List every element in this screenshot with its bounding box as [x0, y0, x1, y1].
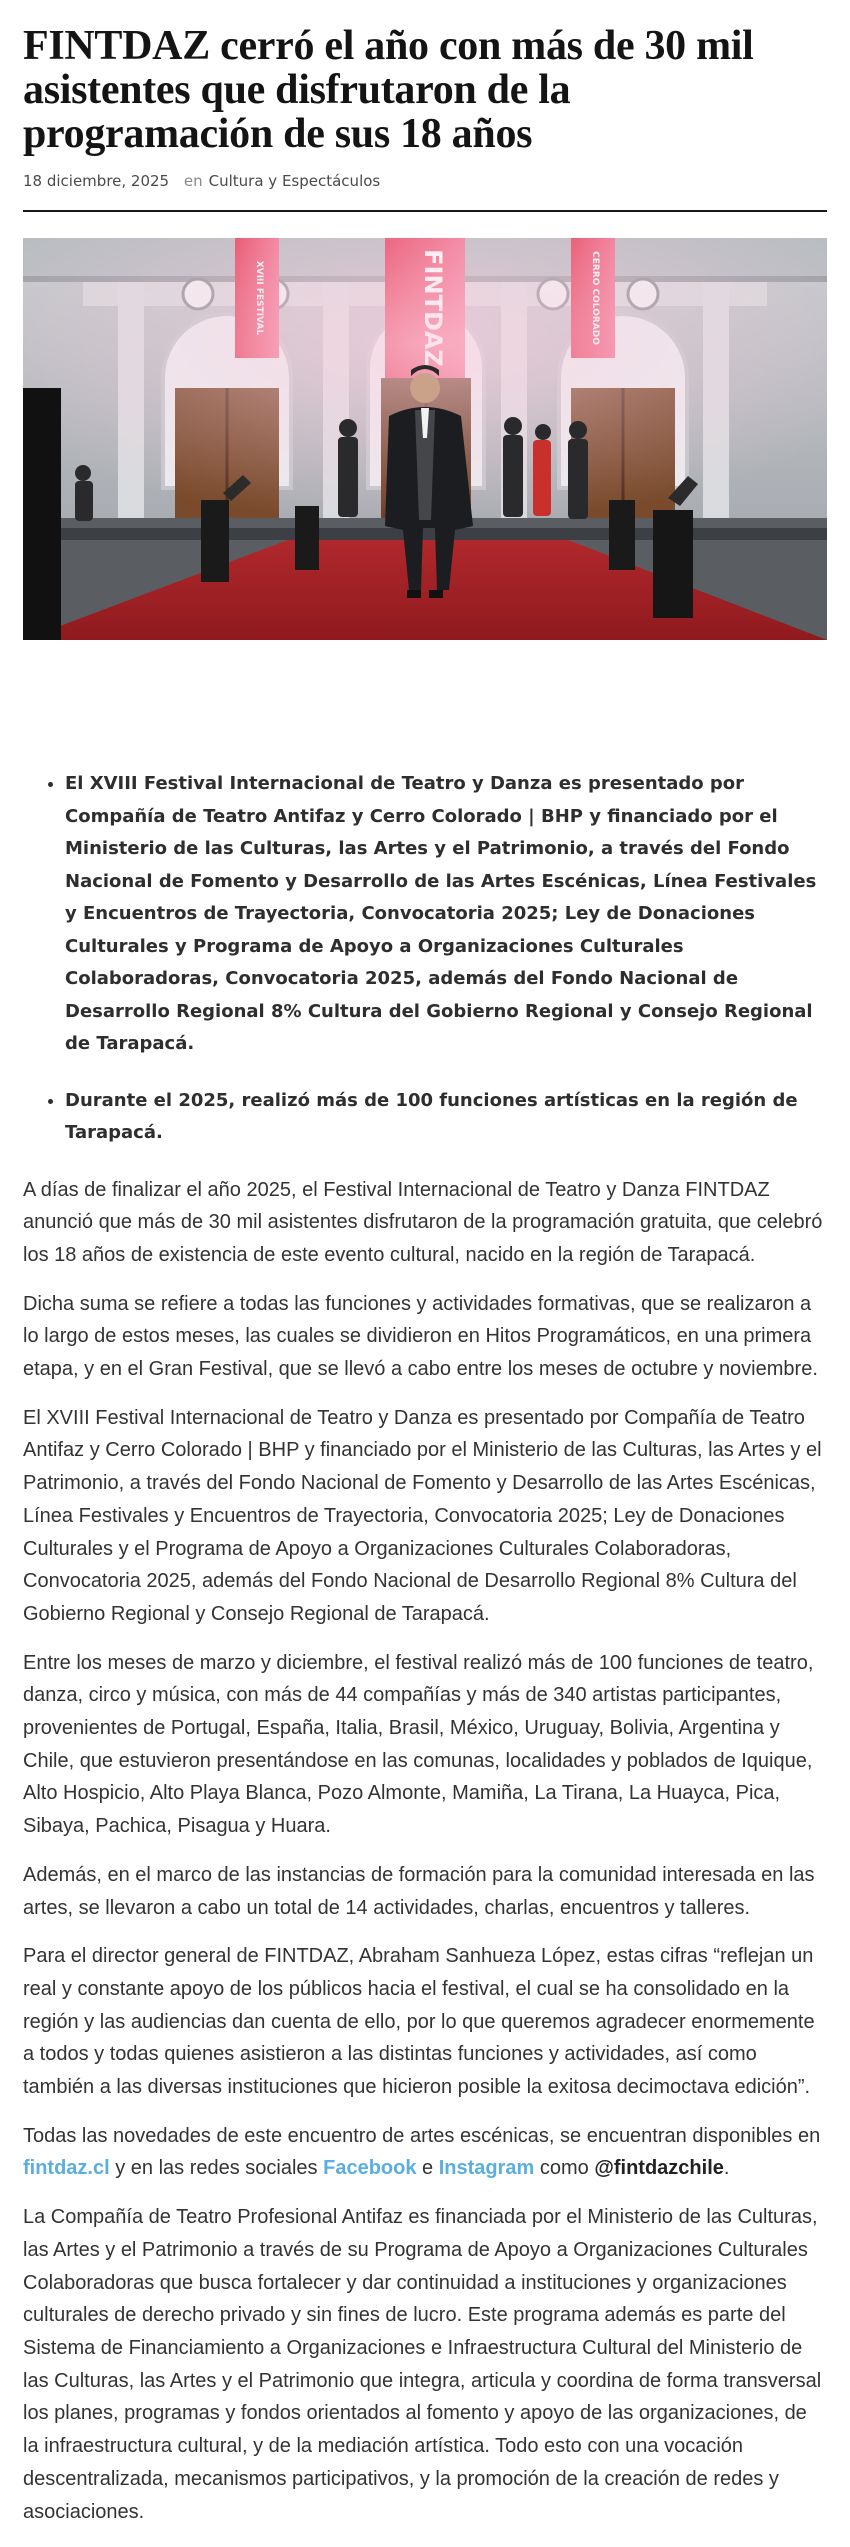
social-paragraph: [23, 2120, 827, 2185]
paragraph: El XVIII Festival Internacional de Teatro y Danza es presentado por Compañía de Teatro Antifaz y Cerro Colorado | BHP y financiado por el Ministerio de las Culturas, las Artes y el Patrimonio, a través del Fondo Nacional de Fomento y Desarrollo de las Artes Escénicas, Línea Festivales y Encuentros de Trayectoria, Convocatoria 2025; Ley de Donaciones Culturales y el Programa de Apoyo a Organizaciones Culturales Colaboradoras, Convocatoria 2025, además del Fondo Nacional de Desarrollo Regional 8% Cultura del Gobierno Regional y Consejo Regional de Tarapacá.: [23, 1406, 822, 1625]
paragraph: La Compañía de Teatro Profesional Antifaz es financiada por el Ministerio de las Culturas, las Artes y el Patrimonio a través de su Programa de Apoyo a Organizaciones Culturales Colaboradoras que busca fortalecer y dar continuidad a instituciones y organizaciones culturales de derecho privado y sin fines de lucro. Este programa además es parte del Sistema de Financiamiento a Organizaciones e Infraestructura Cultural del Ministerio de las Culturas, las Artes y el Patrimonio que integra, articula y coordina de forma transversal los planes, programas y fondos orientados al fomento y apoyo de las organizaciones, de la infraestructura cultural, y de la mediación artística. Todo esto con una vocación descentralizada, mecanismos participativos, y la promoción de la creación de redes y asociaciones.: [23, 2206, 822, 2523]
highlight-item: • El XVIII Festival Internacional de Teatro y Danza es presentado por Compañía de Teatro Antifaz y Cerro Colorado | BHP y financiado por el Ministerio de las Culturas, las Artes y el Patrimonio, a través del Fondo Nacional de Fomento y Desarrollo de las Artes Escénicas, Línea Festivales y Encuentros de Trayectoria, Convocatoria 2025; Ley de Donaciones Culturales y Programa de Apoyo a Organizaciones Culturales Colaboradoras, Convocatoria 2025, además del Fondo Nacional de Desarrollo Regional 8% Cultura del Gobierno Regional y Consejo Regional de Tarapacá.: [65, 768, 827, 1061]
article-meta: [23, 172, 827, 190]
category-prefix: en: [183, 172, 203, 190]
social-prefix: Todas las novedades de este encuentro de artes escénicas, se encuentran disponibles en: [23, 2124, 821, 2147]
hero-photo: [23, 238, 827, 640]
paragraph: Para el director general de FINTDAZ, Abraham Sanhueza López, estas cifras “reflejan un real y constante apoyo de los públicos hacia el festival, el cual se ha consolidado en la región y las audiencias dan cuenta de ello, por lo que queremos agradecer enormemente a todos y todas quienes asistieron a las distintas funciones y actividades, así como también a las diversas instituciones que hicieron posible la exitosa decimoctava edición”.: [23, 1945, 815, 2099]
social-as: como: [539, 2157, 589, 2180]
social-middle: y en las redes sociales: [115, 2157, 318, 2180]
paragraph: Entre los meses de marzo y diciembre, el festival realizó más de 100 funciones de teatro, danza, circo y música, con más de 44 compañías y más de 340 artistas participantes, provenientes de Portugal, España, Italia, Brasil, México, Uruguay, Bolivia, Argentina y Chile, que estuvieron presentándose en las comunas, localidades y poblados de Iquique, Alto Hospicio, Alto Playa Blanca, Pozo Almonte, Mamiña, La Tirana, La Huayca, Pica, Sibaya, Pachica, Pisagua y Huara.: [23, 1651, 814, 1838]
social-handle: @fintdazchile: [594, 2157, 724, 2180]
social-and: e: [422, 2157, 434, 2180]
paragraph: Además, en el marco de las instancias de formación para la comunidad interesada en las artes, se llevaron a cabo un total de 14 actividades, charlas, encuentros y talleres.: [23, 1863, 815, 1919]
article: [23, 0, 827, 2544]
article-title: FINTDAZ cerró el año con más de 30 mil asistentes que disfrutaron de la programación de sus 18 años: [23, 23, 754, 157]
publish-date: 18 diciembre, 2025: [23, 172, 170, 190]
facebook-link[interactable]: Facebook: [323, 2157, 417, 2180]
article-body: [23, 1174, 827, 2529]
social-end: .: [723, 2157, 730, 2180]
paragraph: Dicha suma se refiere a todas las funciones y actividades formativas, que se realizaron a lo largo de estos meses, las cuales se dividieron en Hitos Programáticos, en una primera etapa, y en el Gran Festival, que se llevó a cabo entre los meses de octubre y noviembre.: [23, 1292, 818, 1381]
paragraph: A días de finalizar el año 2025, el Festival Internacional de Teatro y Danza FINTDAZ anunció que más de 30 mil asistentes disfrutaron de la programación gratuita, que celebró los 18 años de existencia de este evento cultural, nacido en la región de Tarapacá.: [23, 1178, 823, 1266]
website-link[interactable]: fintdaz.cl: [23, 2157, 110, 2180]
title-divider: [23, 210, 827, 212]
highlights-list: [23, 768, 827, 1150]
hero-image: [23, 238, 827, 640]
category-link[interactable]: Cultura y Espectáculos: [208, 172, 381, 190]
instagram-link[interactable]: Instagram: [438, 2157, 535, 2180]
highlight-item: • Durante el 2025, realizó más de 100 funciones artísticas en la región de Tarapacá.: [65, 1085, 827, 1150]
